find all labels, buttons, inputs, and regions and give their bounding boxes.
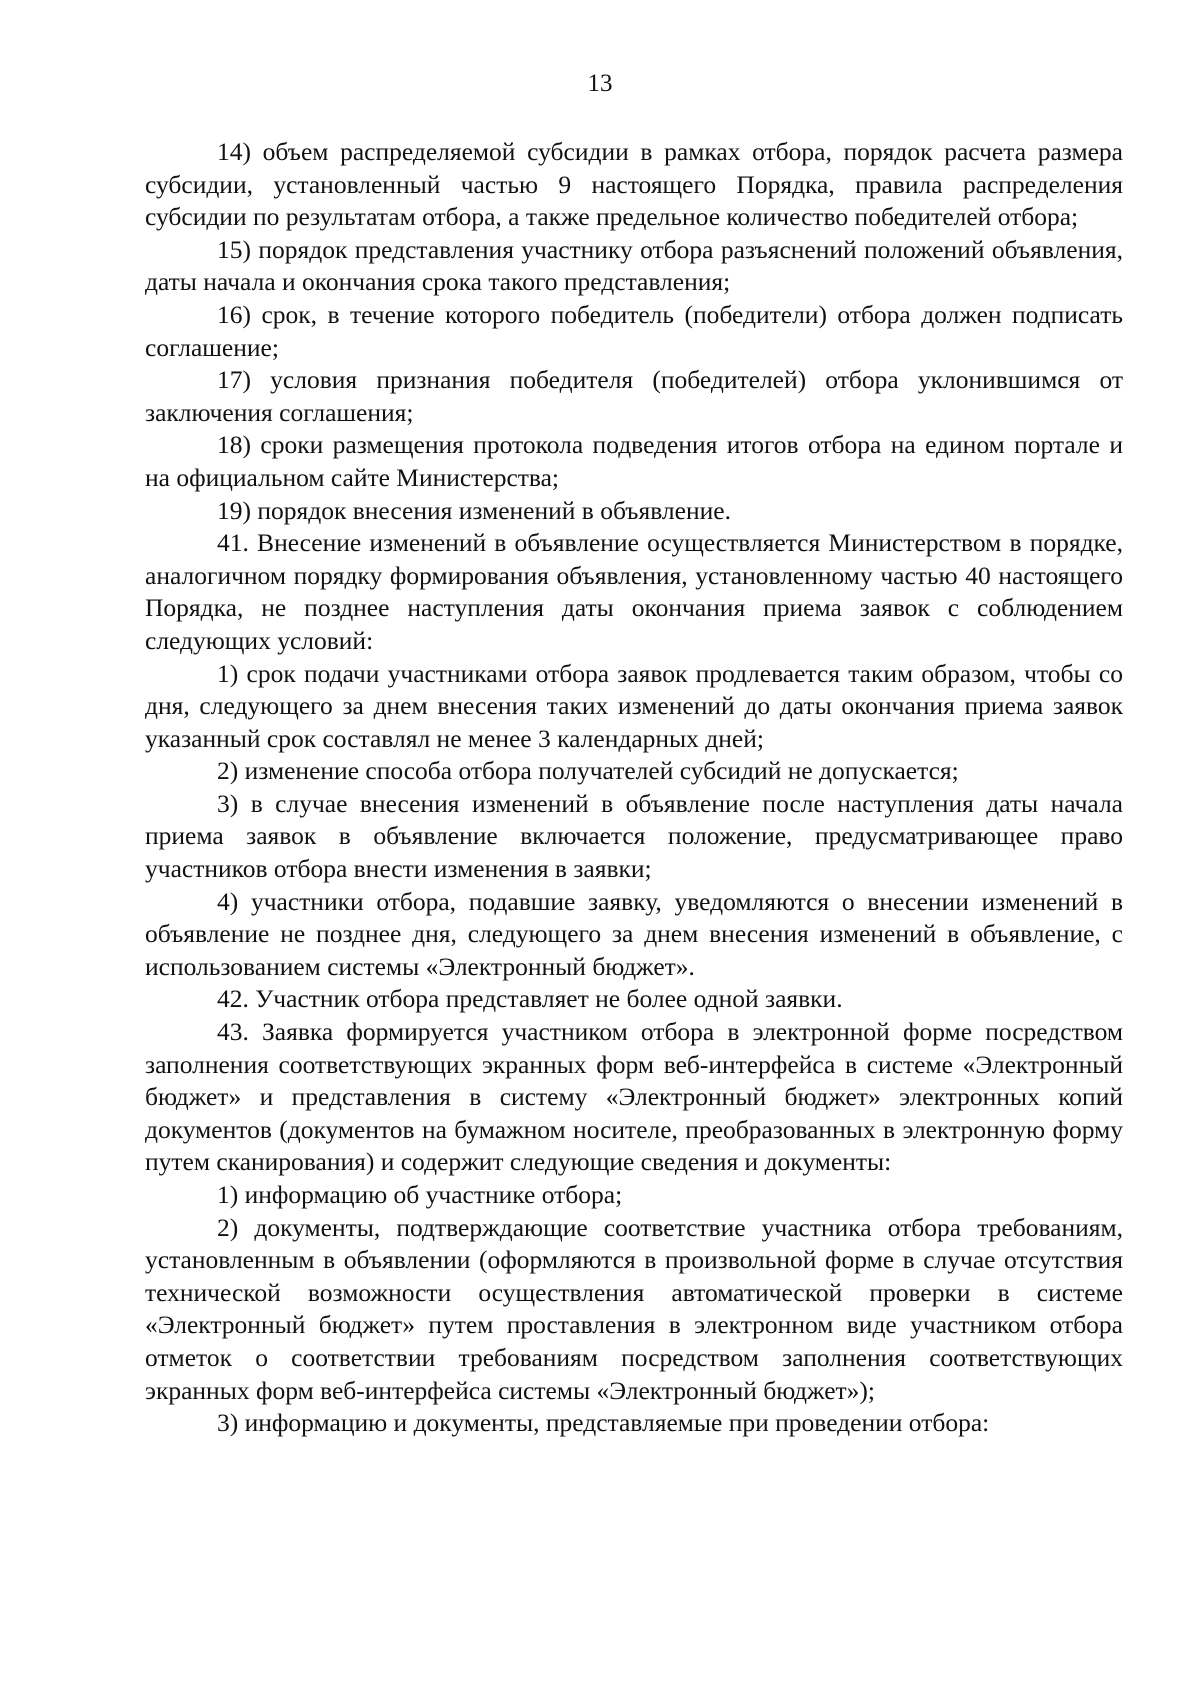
document-body [145, 136, 1123, 1440]
paragraph-43-item-2: 2) документы, подтверждающие соответствие участника отбора требованиям, установленным в объявлении (оформляются в произвольной форме в случае отсутствия технической возможности осуществления автоматической проверки в системе «Электронный бюджет» путем проставления в электронном виде участником отбора отметок о соответствии требованиям посредством заполнения соответствующих экранных форм веб-интерфейса системы «Электронный бюджет»); [145, 1212, 1123, 1405]
paragraph-41-item-1: 1) срок подачи участниками отбора заявок продлевается таким образом, чтобы со дня, следующего за днем внесения таких изменений до даты окончания приема заявок указанный срок составлял не менее 3 календарных дней; [145, 658, 1123, 753]
paragraph-41-item-4: 4) участники отбора, подавшие заявку, уведомляются о внесении изменений в объявление не позднее дня, следующего за днем внесения изменений в объявление, с использованием системы «Электронный бюджет». [145, 886, 1123, 981]
paragraph-43-item-1: 1) информацию об участнике отбора; [217, 1180, 623, 1209]
paragraph-item-15: 15) порядок представления участнику отбора разъяснений положений объявления, даты начала и окончания срока такого представления; [145, 234, 1123, 297]
paragraph-item-14: 14) объем распределяемой субсидии в рамках отбора, порядок расчета размера субсидии, установленный частью 9 настоящего Порядка, правила распределения субсидии по результатам отбора, а также предельное количество победителей отбора; [145, 137, 1123, 232]
paragraph-item-18: 18) сроки размещения протокола подведения итогов отбора на едином портале и на официальном сайте Министерства; [145, 430, 1123, 492]
paragraph-section-43: 43. Заявка формируется участником отбора в электронной форме посредством заполнения соответствующих экранных форм веб-интерфейса в системе «Электронный бюджет» и представления в систему «Электронный бюджет» электронных копий документов (документов на бумажном носителе, преобразованных в электронную форму путем сканирования) и содержит следующие сведения и документы: [145, 1017, 1123, 1177]
paragraph-43-item-3: 3) информацию и документы, представляемые при проведении отбора: [217, 1408, 990, 1438]
paragraph-section-42: 42. Участник отбора представляет не более одной заявки. [217, 984, 843, 1014]
paragraph-item-17: 17) условия признания победителя (победителей) отбора уклонившимся от заключения соглашения; [145, 365, 1123, 427]
page-number: 13 [587, 70, 613, 97]
paragraph-41-item-3: 3) в случае внесения изменений в объявление после наступления даты начала приема заявок в объявление включается положение, предусматривающее право участников отбора внести изменения в заявки; [145, 788, 1123, 884]
paragraph-item-16: 16) срок, в течение которого победитель (победители) отбора должен подписать соглашение; [145, 299, 1123, 362]
paragraph-item-19: 19) порядок внесения изменений в объявление. [217, 495, 731, 525]
paragraph-section-41: 41. Внесение изменений в объявление осуществляется Министерством в порядке, аналогичном порядку формирования объявления, установленному частью 40 настоящего Порядка, не позднее наступления даты окончания приема заявок с соблюдением следующих условий: [145, 528, 1123, 655]
paragraph-41-item-2: 2) изменение способа отбора получателей субсидий не допускается; [217, 756, 959, 786]
